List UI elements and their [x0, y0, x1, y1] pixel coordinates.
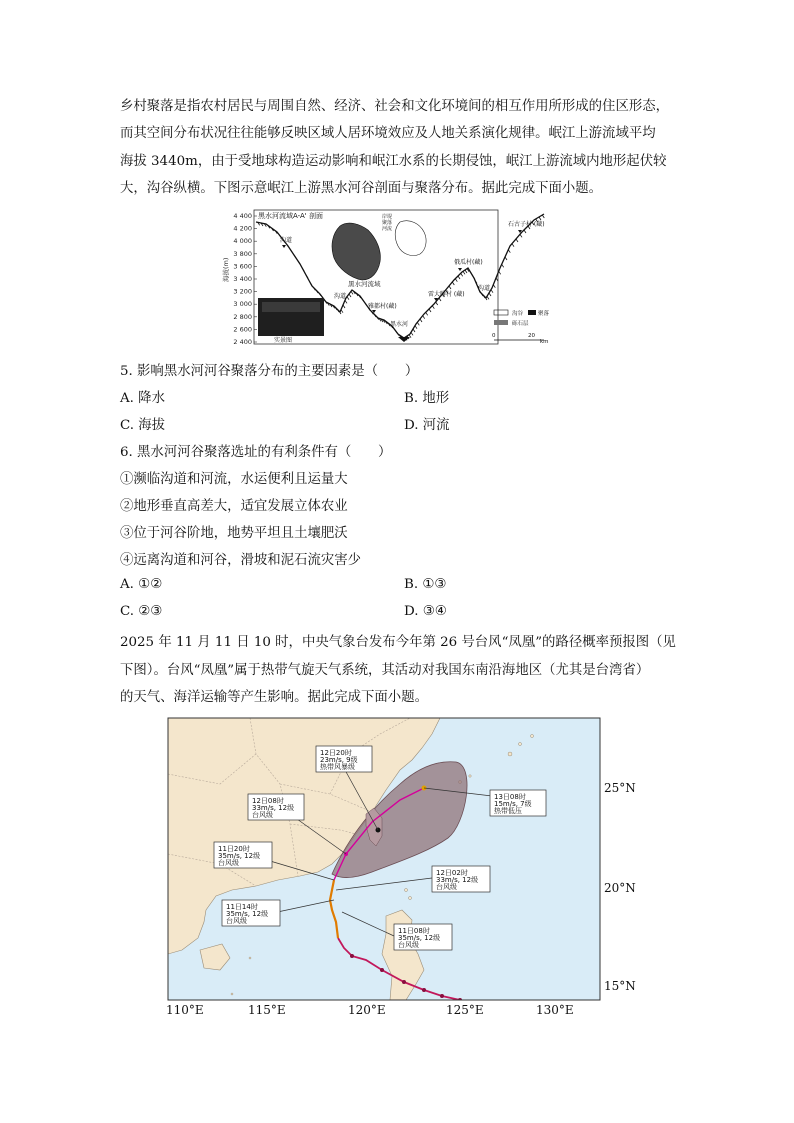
svg-text:台风级: 台风级 — [398, 941, 419, 949]
callout-12-02 — [432, 866, 490, 892]
profile-y-tick: 3 400 — [233, 275, 252, 283]
svg-text:11日20时: 11日20时 — [218, 845, 250, 853]
inset-province-map — [395, 221, 426, 256]
lon-125: 125°E — [446, 1003, 484, 1017]
lon-110: 110°E — [166, 1003, 204, 1017]
basin-label: 黑水河流域 — [348, 280, 381, 288]
lat-25: 25°N — [604, 781, 636, 795]
lon-120: 120°E — [348, 1003, 386, 1017]
svg-text:台风级: 台风级 — [226, 917, 247, 925]
profile-y-tick: 3 000 — [233, 300, 252, 309]
field-photo-sky — [262, 302, 320, 312]
q5-option-a[interactable]: A. 降水 — [120, 391, 165, 406]
q5-stem: 5. 影响黑水河河谷聚落分布的主要因素是（ ） — [120, 364, 419, 379]
q5-option-c[interactable]: C. 海拔 — [120, 418, 166, 433]
label-heishui-river: 黑水河 — [390, 321, 409, 328]
label-gully-3: 沟道 — [478, 285, 491, 292]
profile-y-tick: 2 600 — [233, 325, 252, 334]
q6-item-2: ②地形垂直高差大，适宜发展立体农业 — [120, 499, 348, 514]
photo-caption: 实景图 — [274, 337, 293, 344]
svg-text:23m/s, 9级: 23m/s, 9级 — [320, 756, 358, 764]
q5-option-d[interactable]: D. 河流 — [404, 418, 450, 433]
profile-y-tick: 3 600 — [233, 262, 252, 271]
svg-text:35m/s, 12级: 35m/s, 12级 — [398, 934, 441, 942]
settlement-marker-4 — [458, 268, 462, 271]
passage-1-line-4: 大，沟谷纵横。下图示意岷江上游黑水河谷剖面与聚落分布。据此完成下面小题。 — [120, 181, 603, 196]
svg-text:热带风暴级: 热带风暴级 — [320, 763, 355, 771]
label-yadu-village: 雅都村(藏) — [368, 303, 397, 310]
profile-y-tick: 2 800 — [233, 312, 252, 321]
svg-text:35m/s, 12级: 35m/s, 12级 — [226, 910, 269, 918]
passage-1-line-3: 海拔 3440m，由于受地球构造运动影响和岷江水系的长期侵蚀，岷江上游流域内地形起伏较 — [120, 154, 667, 169]
q5-option-b[interactable]: B. 地形 — [404, 391, 450, 406]
callout-11-20 — [214, 842, 272, 868]
profile-y-axis-label: 海拔(m) — [222, 257, 230, 282]
svg-text:33m/s, 12级: 33m/s, 12级 — [252, 804, 295, 812]
lon-115: 115°E — [248, 1003, 286, 1017]
q6-option-a[interactable]: A. ①② — [120, 577, 163, 592]
svg-text:热带低压: 热带低压 — [494, 807, 522, 815]
label-shigu-village: 石古子村 (藏) — [508, 221, 545, 228]
label-leida-village: 雷大瞬村 (藏) — [428, 291, 465, 298]
legend-settlement-top: 聚落 — [382, 220, 393, 226]
legend-settlement-swatch — [528, 310, 536, 315]
scale-value: 20 — [528, 333, 535, 339]
passage-2-line-1: 2025 年 11 月 11 日 10 时，中央气象台发布今年第 26 号台风“凤凰”的路径概率预报图（见 — [120, 635, 676, 650]
q6-option-b[interactable]: B. ①③ — [404, 577, 447, 592]
profile-y-tick: 3 800 — [233, 249, 252, 258]
label-gully-2: 沟道 — [334, 293, 347, 300]
legend-settlement-label: 聚落 — [538, 311, 550, 317]
svg-text:11日14时: 11日14时 — [226, 903, 258, 911]
q6-item-3: ③位于河谷阶地，地势平坦且土壤肥沃 — [120, 526, 348, 541]
passage-1-line-2: 而其空间分布状况往往能够反映区域人居环境效应及人地关系演化规律。岷江上游流域平均 — [120, 126, 656, 141]
legend-river-top: 河流 — [382, 226, 393, 232]
q6-item-4: ④远离沟道和河谷，滑坡和泥石流灾害少 — [120, 553, 362, 568]
lat-20: 20°N — [604, 881, 636, 895]
svg-text:15m/s, 7级: 15m/s, 7级 — [494, 800, 532, 808]
typhoon-map-svg — [160, 714, 640, 1019]
label-shuaiwa-village: 俄瓜村(藏) — [454, 259, 483, 266]
scale-unit: km — [540, 339, 549, 345]
passage-2-line-3: 的天气、海洋运输等产生影响。据此完成下面小题。 — [120, 690, 428, 705]
callout-11-14 — [222, 900, 280, 926]
lat-15: 15°N — [604, 979, 636, 993]
profile-figure — [222, 206, 572, 348]
callout-12-08 — [248, 794, 304, 820]
svg-text:33m/s, 12级: 33m/s, 12级 — [436, 876, 479, 884]
callout-11-08 — [394, 924, 452, 950]
q6-stem: 6. 黑水河河谷聚落选址的有利条件有（ ） — [120, 445, 392, 460]
profile-legend-bottom — [492, 309, 550, 345]
svg-text:11日08时: 11日08时 — [398, 927, 430, 935]
river-marker — [398, 337, 410, 342]
svg-text:13日08时: 13日08时 — [494, 793, 526, 801]
q6-option-d[interactable]: D. ③④ — [404, 604, 447, 619]
svg-text:12日20时: 12日20时 — [320, 749, 352, 757]
profile-y-tick: 4 200 — [233, 224, 252, 233]
profile-y-tick: 3 200 — [233, 287, 252, 296]
typhoon-map-figure — [160, 714, 640, 1019]
profile-y-tick: 2 400 — [233, 338, 252, 346]
q6-item-1: ①濒临沟道和河流，水运便利且运量大 — [120, 472, 348, 487]
svg-text:12日08时: 12日08时 — [252, 797, 284, 805]
profile-title: 黑水河流域A-A' 剖面 — [258, 212, 323, 220]
legend-valley-label: 沟谷 — [512, 311, 524, 317]
passage-2-line-2: 下图）。台风“凤凰”属于热带气旋天气系统，其活动对我国东南沿海地区（尤其是台湾省） — [120, 663, 650, 678]
profile-y-tick: 4 000 — [233, 237, 252, 246]
profile-y-ticks — [233, 212, 257, 346]
passage-1-line-1: 乡村聚落是指农村居民与周围自然、经济、社会和文化环境间的相互作用所形成的住区形态， — [120, 99, 670, 114]
callout-12-20 — [316, 746, 372, 772]
legend-valley-swatch — [494, 310, 508, 315]
svg-text:台风级: 台风级 — [436, 883, 457, 891]
profile-legend-top — [382, 213, 392, 232]
basin-map — [332, 223, 380, 280]
legend-levee: 岸堤 — [382, 214, 393, 220]
q6-option-c[interactable]: C. ②③ — [120, 604, 163, 619]
lon-130: 130°E — [536, 1003, 574, 1017]
legend-rock-swatch — [494, 320, 508, 325]
profile-y-tick: 4 400 — [233, 212, 252, 220]
settlement-marker-1 — [282, 245, 286, 248]
label-gully-1: 沟道 — [280, 237, 293, 244]
profile-svg — [222, 206, 572, 348]
legend-rock-label: 砾石层 — [512, 321, 529, 327]
svg-text:12日02时: 12日02时 — [436, 869, 468, 877]
svg-text:台风级: 台风级 — [218, 859, 239, 867]
svg-text:35m/s, 12级: 35m/s, 12级 — [218, 852, 261, 860]
callout-13-08 — [490, 790, 546, 816]
svg-text:台风级: 台风级 — [252, 811, 273, 819]
scale-zero: 0 — [492, 333, 496, 339]
